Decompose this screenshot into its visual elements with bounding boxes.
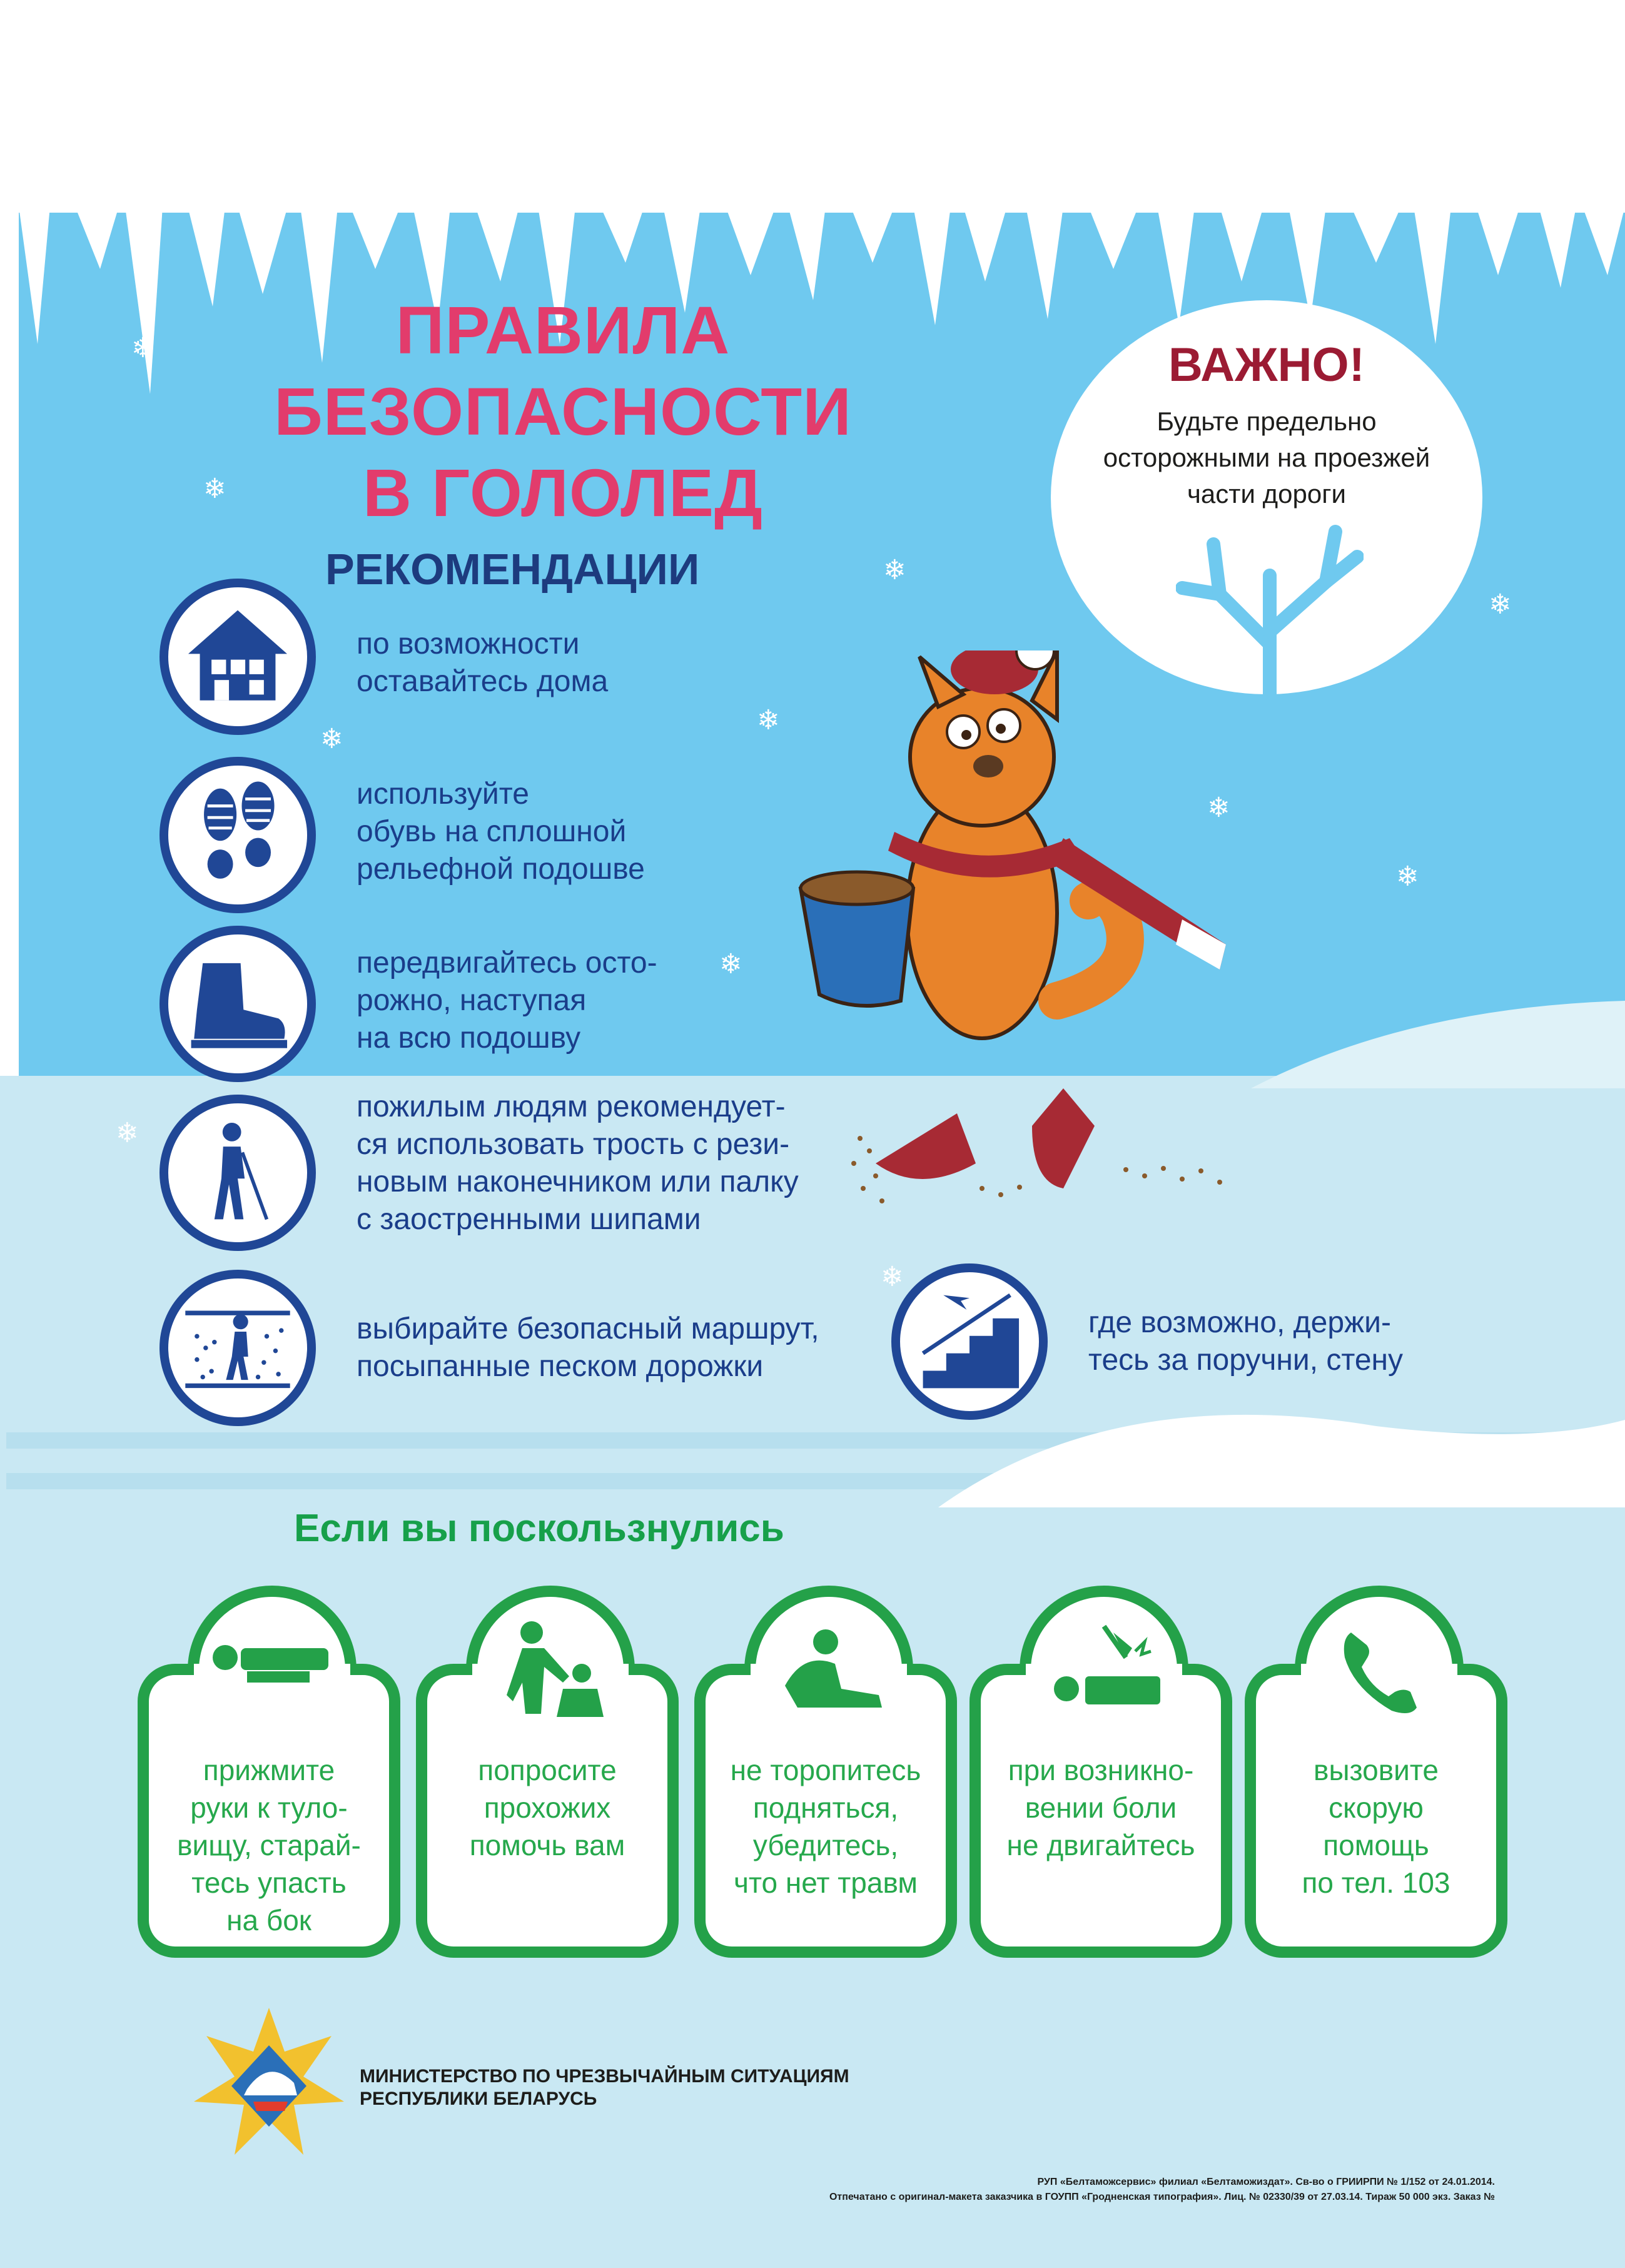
recommendation-icon-path: [159, 1270, 316, 1426]
person-with-cane-icon: [180, 1115, 296, 1231]
cat-mascot-illustration: [794, 651, 1251, 1226]
recommendation-text: передвигайтесь осто- рожно, наступая на всю подошву: [357, 946, 657, 1055]
recommendation-icon-home: [159, 579, 316, 735]
phone-icon: [1317, 1614, 1442, 1726]
snowflake-icon: ❄: [1489, 589, 1512, 620]
step-text: не торопитесь подняться, убедитесь, что нет травм: [730, 1754, 921, 1899]
ministry-name: МИНИСТЕРСТВО ПО ЧРЕЗВЫЧАЙНЫМ СИТУАЦИЯМ РЕСПУБЛИКИ БЕЛАРУСЬ: [360, 2066, 849, 2109]
snowflake-icon: ❄: [881, 1262, 904, 1292]
sanded-path-icon: [180, 1290, 296, 1406]
snowflake-icon: ❄: [203, 473, 226, 504]
snowflake-icon: ❄: [1207, 792, 1230, 823]
recommendation-text: используйте обувь на сплошной рельефной подошве: [357, 777, 645, 886]
boot-icon: [180, 946, 296, 1062]
snowflake-icon: ❄: [883, 555, 906, 585]
snowflake-icon: ❄: [131, 333, 154, 363]
house-icon: [180, 599, 296, 715]
step-text: при возникно- вении боли не двигайтесь: [1006, 1754, 1195, 1861]
step-text: попросите прохожих помочь вам: [469, 1754, 625, 1861]
recommendation-icon-boot: [159, 926, 316, 1082]
ministry-emblem-logo: [194, 2008, 344, 2164]
recommendation-text: где возможно, держи- тесь за поручни, стену: [1088, 1306, 1404, 1377]
footprints-icon: [180, 777, 296, 893]
stairs-handrail-icon: [911, 1283, 1028, 1400]
poster-title-line-2: БЕЗОПАСНОСТИ: [274, 373, 852, 449]
recommendation-text: выбирайте безопасный маршрут, посыпанные песком дорожки: [357, 1312, 819, 1383]
recommendation-icon-stairs: [891, 1263, 1048, 1420]
step-text: вызовите скорую помощь по тел. 103: [1302, 1754, 1450, 1899]
snowdrift-decoration: [1251, 1001, 1625, 1088]
if-slipped-heading: Если вы поскользнулись: [294, 1507, 784, 1550]
snowflake-icon: ❄: [1396, 861, 1419, 892]
recommendation-text: пожилым людям рекомендует- ся использовать трость с рези- новым наконечником или палку с заостренными шипами: [357, 1090, 799, 1236]
print-info-line: Отпечатано с оригинал-макета заказчика в ГОУПП «Гродненская типография». Лиц. № 02330/39 от 27.03.14. Тираж 50 000 экз. Заказ №: [829, 2192, 1495, 2202]
recommendation-text: по возможности оставайтесь дома: [357, 627, 609, 698]
poster-title-line-1: ПРАВИЛА: [395, 292, 731, 368]
falling-person-icon: [210, 1614, 335, 1726]
recommendation-icon-cane: [159, 1095, 316, 1251]
step-text: прижмите руки к туло- вищу, старай- тесь упасть на бок: [177, 1754, 361, 1936]
snowflake-icon: ❄: [757, 705, 780, 736]
important-title: ВАЖНО!: [1168, 338, 1365, 392]
snowflake-icon: ❄: [116, 1118, 139, 1148]
snowflake-icon: ❄: [320, 724, 343, 754]
recommendation-icon-shoes: [159, 757, 316, 913]
sitting-person-icon: [766, 1614, 891, 1726]
helping-person-icon: [488, 1614, 613, 1726]
injured-person-icon: [1041, 1614, 1167, 1726]
snowdrift-decoration: [938, 1395, 1625, 1507]
snowflake-icon: ❄: [719, 949, 742, 980]
print-info-line: РУП «Белтаможсервис» филиал «Белтаможиздат». Св-во о ГРИИРПИ № 1/152 от 24.01.2014.: [1037, 2177, 1495, 2187]
important-text: Будьте предельно осторожными на проезжей части дороги: [1103, 407, 1430, 509]
recommendations-heading: РЕКОМЕНДАЦИИ: [325, 545, 700, 594]
poster-title-line-3: В ГОЛОЛЕД: [363, 455, 763, 530]
